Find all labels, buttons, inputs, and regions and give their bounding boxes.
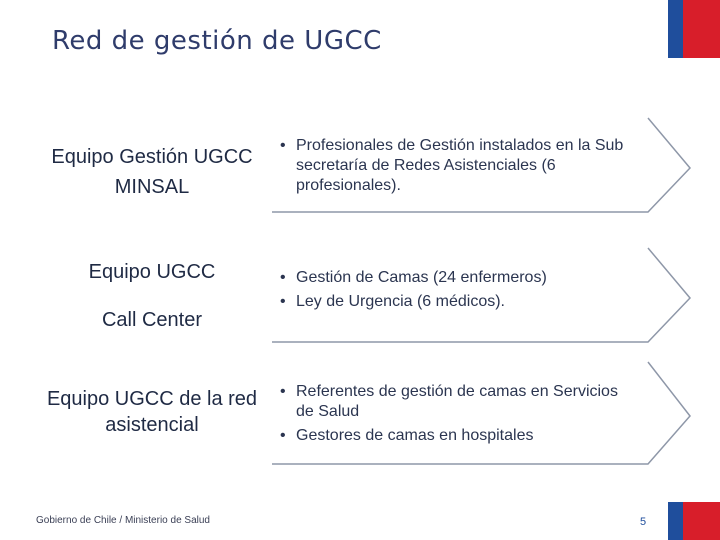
row-arrow-3 — [272, 360, 702, 470]
slide-title: Red de gestión de UGCC — [52, 26, 382, 56]
flag-blue-stripe — [668, 0, 683, 58]
bullets-red-asistencial — [280, 382, 620, 450]
row-arrow-2 — [272, 246, 702, 346]
bullet-item: • Referentes de gestión de camas en Servicios de Salud — [280, 382, 620, 422]
page-number: 5 — [640, 516, 647, 528]
bullet-item: • Gestores de camas en hospitales — [280, 426, 620, 446]
row-label-red-asistencial: Equipo UGCC de la red asistencial — [46, 388, 258, 436]
flag-red-stripe — [683, 0, 720, 58]
bullets-minsal — [280, 136, 640, 200]
bullet-item: • Profesionales de Gestión instalados en la Sub secretaría de Redes Asistenciales (6 profesionales). — [280, 136, 640, 196]
chile-flag-top — [668, 0, 720, 58]
flag-blue-stripe — [668, 502, 683, 540]
bullet-item: • Ley de Urgencia (6 médicos). — [280, 292, 640, 312]
row-label-call-center — [34, 257, 270, 335]
bullets-call-center — [280, 268, 640, 316]
bullet-item: • Gestión de Camas (24 enfermeros) — [280, 268, 640, 288]
row-label-line2: Call Center — [101, 309, 203, 331]
row-label-minsal: Equipo Gestión UGCC MINSAL — [51, 146, 253, 198]
row-label-line1: Equipo UGCC — [88, 261, 216, 283]
flag-red-stripe — [683, 502, 720, 540]
footer-text: Gobierno de Chile / Ministerio de Salud — [36, 515, 210, 526]
row-arrow-1 — [272, 116, 702, 216]
chile-flag-bottom — [668, 502, 720, 540]
